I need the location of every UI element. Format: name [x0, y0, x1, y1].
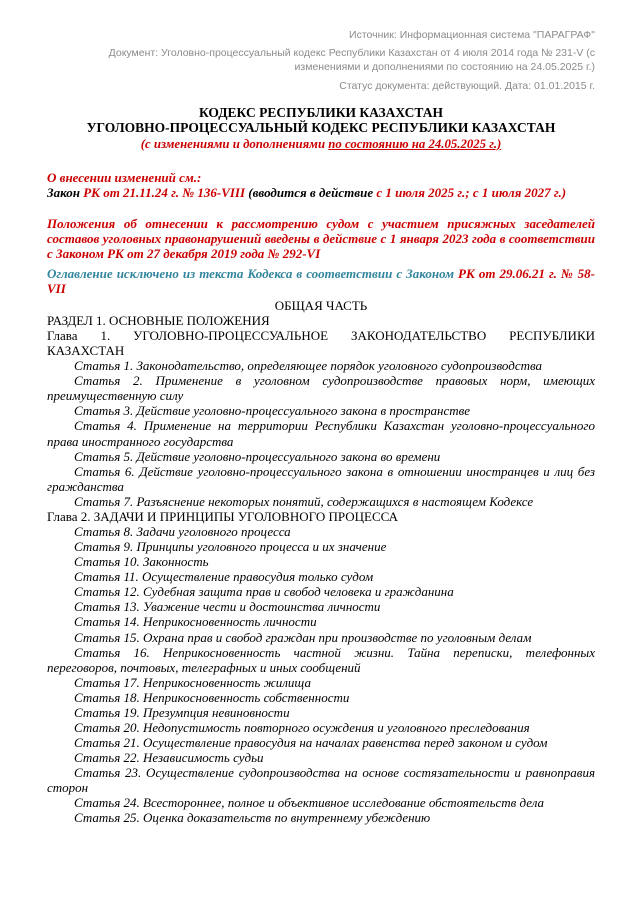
law-prefix-text: Закон	[47, 185, 84, 201]
toc-line: Статья 6. Действие уголовно-процессуального закона в отношении иностранцев и лиц без гражданства	[47, 463, 595, 494]
title-amendment-line	[47, 137, 595, 151]
toc-line: Статья 14. Неприкосновенность личности	[74, 614, 317, 630]
toc-line: Статья 2. Применение в уголовном судопроизводстве правовых норм, имеющих преимущественную силу	[47, 373, 595, 404]
toc-law-link[interactable]: РК от 29.06.21 г. № 58-VII	[47, 265, 595, 296]
toc-line: Статья 17. Неприкосновенность жилища	[74, 674, 311, 690]
document-meta-block	[47, 28, 595, 93]
toc-line: Статья 5. Действие уголовно-процессуального закона во времени	[74, 448, 441, 464]
amendment-prefix-text: (с изменениями и дополнениями	[140, 136, 329, 151]
code-title-line-1: КОДЕКС РЕСПУБЛИКИ КАЗАХСТАН	[198, 104, 443, 120]
jury-note-text: Положения об отнесении к рассмотрению судом с участием присяжных заседателей составов уголовных правонарушений введены в действие с 1 января 2023 года в соответствии с Законом	[47, 216, 595, 261]
law-reference-link[interactable]: РК от 21.11.24 г. № 136-VIII	[83, 185, 246, 201]
toc-line: Статья 18. Неприкосновенность собственности	[74, 689, 350, 705]
toc-line: Статья 8. Задачи уголовного процесса	[74, 523, 291, 539]
law-middle-text: (вводится в действие	[245, 185, 377, 201]
toc-line: Статья 16. Неприкосновенность частной жизни. Тайна переписки, телефонных переговоров, почтовых, телеграфных и иных сообщений	[47, 644, 595, 675]
toc-line: Статья 10. Законность	[74, 554, 209, 570]
meta-source-line: Источник: Информационная система "ПАРАГРАФ"	[349, 29, 595, 41]
toc-line: Статья 19. Презумпция невиновности	[74, 704, 290, 720]
toc-line: Статья 4. Применение на территории Республики Казахстан уголовно-процессуального права иностранного государства	[47, 418, 595, 449]
jury-law-link[interactable]: РК от 27 декабря 2019 года № 292-VI	[107, 245, 321, 261]
table-of-contents	[47, 298, 595, 826]
meta-document-line: Документ: Уголовно-процессуальный кодекс Республики Казахстан от 4 июля 2014 года № 231-V (с изменениями и дополнениями по состоянию на 24.05.2025 г.)	[108, 47, 595, 74]
law-intro-paragraph	[47, 186, 595, 201]
toc-line: Статья 25. Оценка доказательств по внутреннему убеждению	[74, 810, 431, 826]
toc-line: Статья 23. Осуществление судопроизводства на основе состязательности и равноправия сторон	[47, 765, 595, 796]
toc-line: Статья 20. Недопустимость повторного осуждения и уголовного преследования	[74, 719, 530, 735]
toc-line: Статья 13. Уважение чести и достоинства личности	[74, 599, 381, 615]
toc-line: Глава 1. УГОЛОВНО-ПРОЦЕССУАЛЬНОЕ ЗАКОНОДАТЕЛЬСТВО РЕСПУБЛИКИ КАЗАХСТАН	[47, 327, 595, 359]
toc-line: Статья 7. Разъяснение некоторых понятий, содержащихся в настоящем Кодексе	[74, 493, 534, 509]
toc-line: Статья 3. Действие уголовно-процессуального закона в пространстве	[74, 403, 471, 419]
toc-line: Статья 12. Судебная защита прав и свобод человека и гражданина	[74, 584, 454, 600]
toc-note-text: Оглавление исключено из текста Кодекса в соответствии с Законом	[47, 265, 459, 281]
meta-status-line: Статус документа: действующий. Дата: 01.01.2015 г.	[339, 79, 595, 92]
amendments-see-note: О внесении изменений см.:	[47, 170, 202, 186]
toc-line: ОБЩАЯ ЧАСТЬ	[274, 297, 368, 313]
toc-line: Статья 22. Независимость судьи	[74, 750, 264, 766]
code-title-line-2: УГОЛОВНО-ПРОЦЕССУАЛЬНЫЙ КОДЕКС РЕСПУБЛИКИ КАЗАХСТАН	[86, 119, 556, 135]
toc-line: Статья 21. Осуществление правосудия на началах равенства перед законом и судом	[74, 735, 548, 751]
toc-line: РАЗДЕЛ 1. ОСНОВНЫЕ ПОЛОЖЕНИЯ	[47, 312, 270, 328]
toc-line: Статья 15. Охрана прав и свобод граждан при производстве по уголовным делам	[74, 629, 532, 645]
toc-line: Статья 24. Всестороннее, полное и объективное исследование обстоятельств дела	[74, 795, 545, 811]
toc-line: Статья 1. Законодательство, определяющее порядок уголовного судопроизводства	[74, 358, 543, 374]
law-dates-text: с 1 июля 2025 г.; с 1 июля 2027 г.)	[376, 185, 567, 201]
amendment-date-link[interactable]: по состоянию на 24.05.2025 г.)	[328, 136, 502, 151]
jury-provisions-note	[47, 217, 595, 262]
toc-line: Статья 11. Осуществление правосудия только судом	[74, 569, 374, 585]
toc-line: Глава 2. ЗАДАЧИ И ПРИНЦИПЫ УГОЛОВНОГО ПРОЦЕССА	[47, 508, 399, 524]
toc-line: Статья 9. Принципы уголовного процесса и их значение	[74, 539, 387, 555]
title-block	[47, 105, 595, 152]
toc-excluded-note	[47, 267, 595, 297]
